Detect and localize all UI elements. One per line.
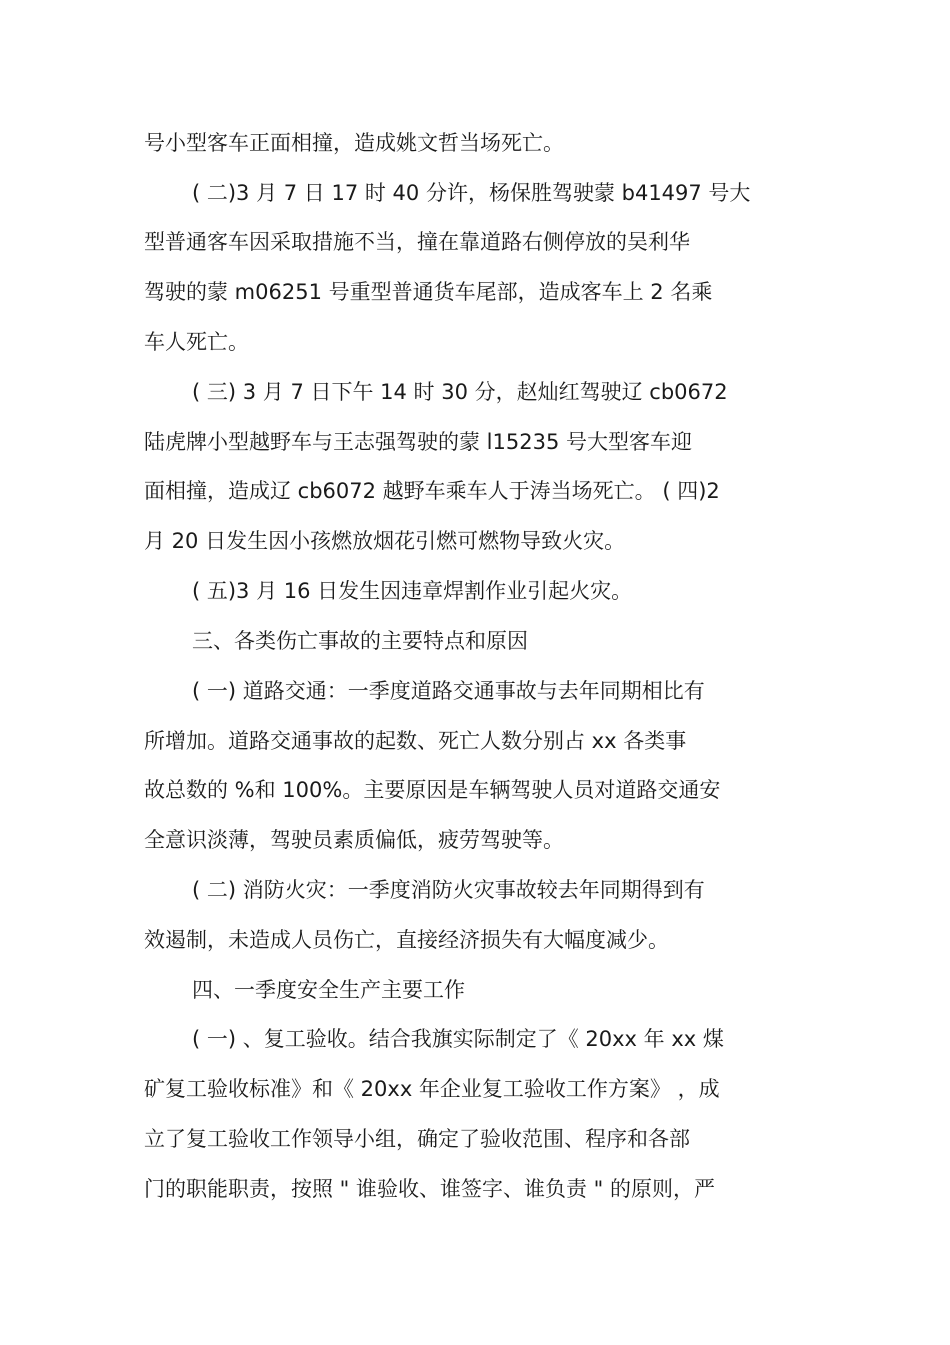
text-line: 矿复工验收标准》和《 20xx 年企业复工验收工作方案》 ，成 — [144, 1077, 720, 1101]
text-line: 所增加。道路交通事故的起数、死亡人数分别占 xx 各类事 — [144, 729, 687, 753]
section-heading: 三、各类伤亡事故的主要特点和原因 — [192, 629, 528, 653]
text-line: 效遏制，未造成人员伤亡，直接经济损失有大幅度减少。 — [144, 928, 669, 952]
text-line: 月 20 日发生因小孩燃放烟花引燃可燃物导致火灾。 — [144, 529, 626, 553]
text-line: ( 三) 3 月 7 日下午 14 时 30 分，赵灿红驾驶辽 cb0672 — [192, 380, 728, 404]
text-line: 全意识淡薄，驾驶员素质偏低，疲劳驾驶等。 — [144, 828, 564, 852]
text-line: 号小型客车正面相撞，造成姚文哲当场死亡。 — [144, 131, 564, 155]
text-line: 型普通客车因采取措施不当，撞在靠道路右侧停放的吴利华 — [144, 230, 690, 254]
text-line: 车人死亡。 — [144, 330, 249, 354]
text-line: 门的职能职责，按照 " 谁验收、谁签字、谁负责 " 的原则，严 — [144, 1177, 716, 1201]
text-line: ( 一) 、复工验收。结合我旗实际制定了《 20xx 年 xx 煤 — [192, 1027, 724, 1051]
text-line: 故总数的 %和 100%。主要原因是车辆驾驶人员对道路交通安 — [144, 778, 721, 802]
text-line: 陆虎牌小型越野车与王志强驾驶的蒙 l15235 号大型客车迎 — [144, 430, 692, 454]
section-heading: 四、一季度安全生产主要工作 — [192, 978, 465, 1002]
text-line: 面相撞，造成辽 cb6072 越野车乘车人于涛当场死亡。 ( 四)2 — [144, 479, 720, 503]
text-line: 立了复工验收工作领导小组，确定了验收范围、程序和各部 — [144, 1127, 690, 1151]
text-line: ( 二) 消防火灾：一季度消防火灾事故较去年同期得到有 — [192, 878, 705, 902]
text-line: 驾驶的蒙 m06251 号重型普通货车尾部，造成客车上 2 名乘 — [144, 280, 713, 304]
text-line: ( 二)3 月 7 日 17 时 40 分许，杨保胜驾驶蒙 b41497 号大 — [192, 181, 751, 205]
text-line: ( 五)3 月 16 日发生因违章焊割作业引起火灾。 — [192, 579, 633, 603]
text-line: ( 一) 道路交通：一季度道路交通事故与去年同期相比有 — [192, 679, 705, 703]
